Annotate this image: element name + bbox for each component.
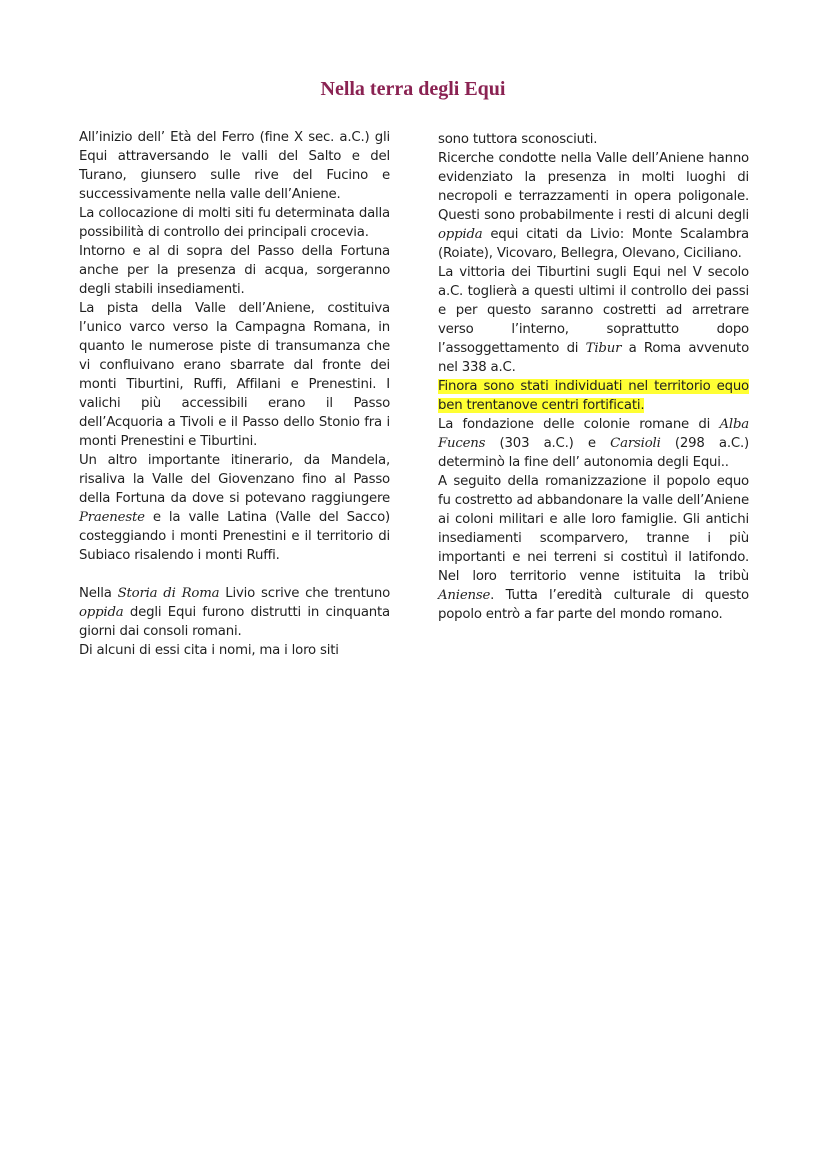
text: Nella <box>79 586 118 601</box>
text: La fondazione delle colonie romane di <box>438 417 720 432</box>
paragraph: La collocazione di molti siti fu determinata dalla possibilità di controllo dei principali crocevia. <box>79 206 390 240</box>
italic-term: oppida <box>79 605 124 620</box>
highlighted-paragraph <box>438 377 749 415</box>
paragraph: All’inizio dell’ Età del Ferro (fine X sec. a.C.) gli Equi attraversando le valli del Salto e del Turano, giunsero sulle rive del Fucino e successivamente nella valle dell’Aniene. <box>79 130 390 202</box>
text: . Tutta l’eredità culturale di questo popolo entrò a far parte del mondo romano. <box>438 588 749 622</box>
text: Livio scrive che trentuno <box>219 586 391 601</box>
text: e la valle Latina (Valle del Sacco) costeggiando i monti Prenestini e il territorio di Subiaco risalendo i monti Ruffi. <box>79 510 390 563</box>
paragraph <box>438 263 749 377</box>
italic-term: Praeneste <box>79 510 145 525</box>
page-title: Nella terra degli Equi <box>320 78 506 101</box>
paragraph-gap <box>79 565 390 584</box>
paragraph: Di alcuni di essi cita i nomi, ma i loro siti <box>79 643 339 658</box>
italic-term: Tibur <box>585 341 622 356</box>
paragraph <box>438 149 749 263</box>
paragraph: sono tuttora sconosciuti. <box>438 132 598 147</box>
highlight: Finora sono stati individuati nel territorio equo ben trentanove centri fortificati. <box>438 379 749 413</box>
text: Ricerche condotte nella Valle dell’Aniene hanno evidenziato la presenza in molti luoghi di necropoli e terrazzamenti in opera poligonale. Questi sono probabilmente i resti di alcuni degli <box>438 151 749 223</box>
italic-term: Storia di Roma <box>117 586 220 601</box>
italic-term: Carsioli <box>610 436 661 451</box>
text: (298 a.C.) determinò la fine dell’ autonomia degli Equi.. <box>438 436 749 470</box>
italic-term: Alba Fucens <box>438 417 749 451</box>
paragraph <box>79 451 390 565</box>
text: a Roma avvenuto nel 338 a.C. <box>438 341 750 375</box>
paragraph <box>79 584 390 641</box>
italic-term: Aniense <box>438 588 491 603</box>
right-column <box>438 130 749 624</box>
paragraph: Intorno e al di sopra del Passo della Fortuna anche per la presenza di acqua, sorgeranno degli stabili insediamenti. <box>79 244 390 297</box>
text: degli Equi furono distrutti in cinquanta giorni dai consoli romani. <box>79 605 390 639</box>
paragraph <box>438 472 749 624</box>
text: Un altro importante itinerario, da Mandela, risaliva la Valle del Giovenzano fino al Passo della Fortuna da dove si potevano raggiungere <box>79 453 390 506</box>
text: equi citati da Livio: Monte Scalambra (Roiate), Vicovaro, Bellegra, Olevano, Ciciliano. <box>438 227 749 261</box>
text: A seguito della romanizzazione il popolo equo fu costretto ad abbandonare la valle dell’Aniene ai coloni militari e alle loro famiglie. Gli antichi insediamenti scomparvero, tranne i più importanti e nei terreni si costituì il latifondo. Nel loro territorio venne istituita la tribù <box>438 474 749 584</box>
text: La vittoria dei Tiburtini sugli Equi nel V secolo a.C. toglierà a questi ultimi il controllo dei passi e per questo saranno costretti ad arretrare verso l’interno, soprattutto dopo l’assoggettamento di <box>438 265 749 356</box>
left-column <box>79 128 390 660</box>
text: (303 a.C.) e <box>485 436 611 451</box>
italic-term: oppida <box>438 227 483 242</box>
paragraph <box>438 415 749 472</box>
paragraph: La pista della Valle dell’Aniene, costituiva l’unico varco verso la Campagna Romana, in quanto le numerose piste di transumanza che vi confluivano erano sbarrate dal fronte dei monti Tiburtini, Ruffi, Affilani e Prenestini. I valichi più accessibili erano il Passo dell’Acquoria a Tivoli e il Passo dello Stonio fra i monti Prenestini e Tiburtini. <box>79 301 390 449</box>
